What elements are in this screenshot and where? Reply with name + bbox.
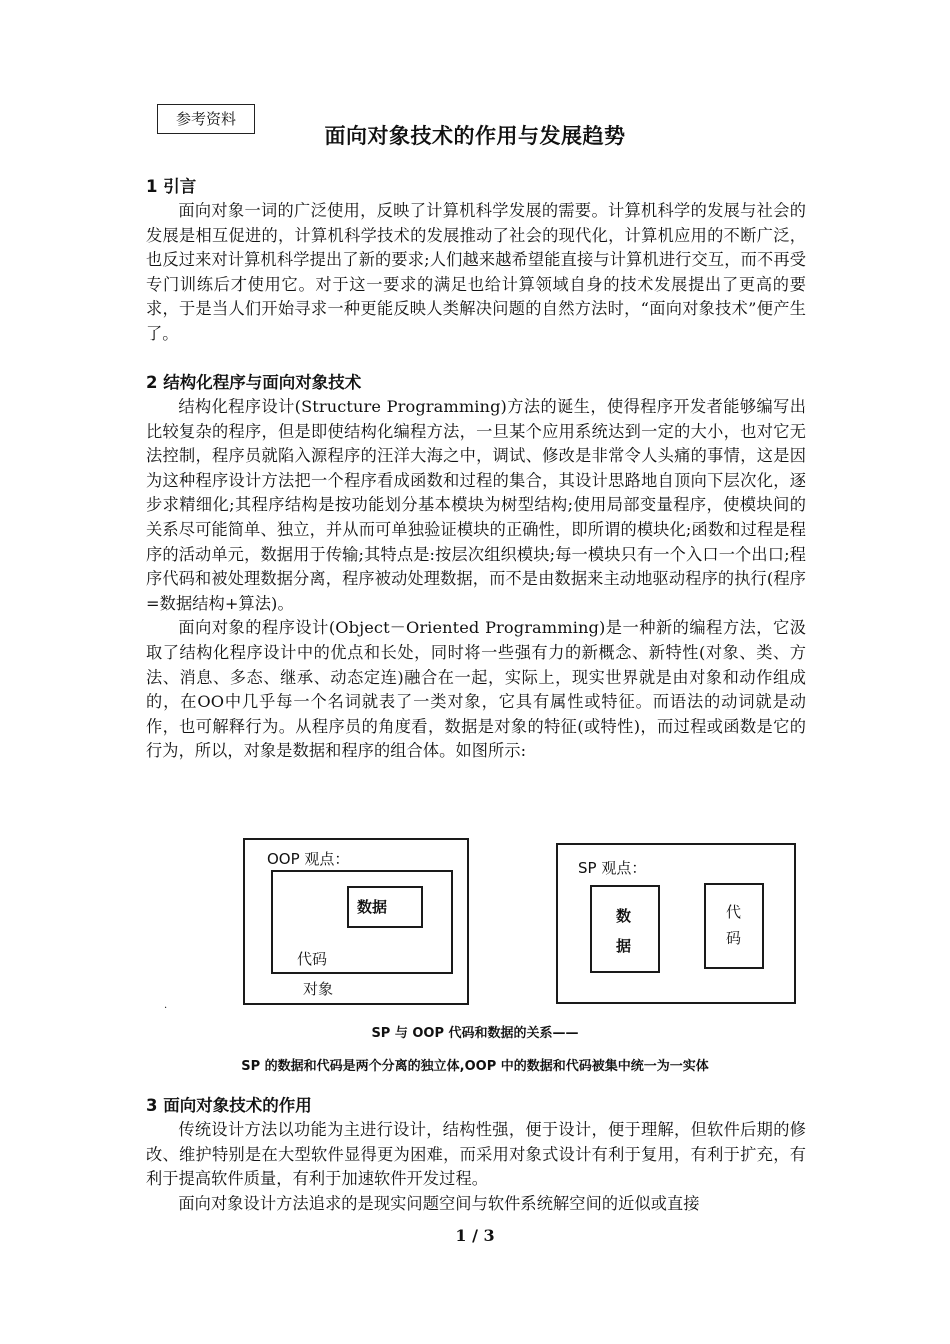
sp-view-diagram xyxy=(556,843,796,1004)
sp-code-label-2: 码 xyxy=(726,929,742,947)
sp-data-label-2: 据 xyxy=(616,937,632,955)
figure-caption-line1: SP 与 OOP 代码和数据的关系—— xyxy=(371,1026,579,1041)
figure-caption-line2: SP 的数据和代码是两个分离的独立体,OOP 中的数据和代码被集中统一为一实体 xyxy=(241,1059,709,1074)
paragraph: 面向对象的程序设计(Object－Oriented Programming)是一种新的编程方法，它汲取了结构化程序设计中的优点和长处，同时将一些强有力的新概念、新特性(对象、类、方法、消息、多态、继承、动态定连)融合在一起，实际上，现实世界就是由对象和动作组成的，在OO中几乎每一个名词就表了一类对象，它具有属性或特征。而语法的动词就是动作，也可解释行为。从程序员的角度看，数据是对象的特征(或特性)，而过程或函数是它的行为，所以，对象是数据和程序的组合体。如图所示: xyxy=(146,618,806,761)
oop-view-diagram xyxy=(243,838,469,1005)
oop-data-box xyxy=(347,886,423,928)
reference-label: 参考资料 xyxy=(157,104,255,134)
paragraph: 面向对象一词的广泛使用，反映了计算机科学发展的需要。计算机科学的发展与社会的发展是相互促进的，计算机科学技术的发展推动了社会的现代化，计算机应用的不断广泛，也反过来对计算机科学提出了新的要求;人们越来越希望能直接与计算机进行交互，而不再受专门训练后才使用它。对于这一要求的满足也给计算领域自身的技术发展提出了更高的要求，于是当人们开始寻求一种更能反映人类解决问题的自然方法时，“面向对象技术”便产生了。 xyxy=(146,201,806,343)
paragraph: 传统设计方法以功能为主进行设计，结构性强，便于设计，便于理解，但软件后期的修改、维护特别是在大型软件显得更为困难，而采用对象式设计有利于复用，有利于扩充，有利于提高软件质量，有利于加速软件开发过程。 xyxy=(146,1120,806,1189)
sp-data-label-1: 数 xyxy=(616,907,632,925)
oop-view-title: OOP 观点： xyxy=(267,850,350,868)
section-heading: 3 面向对象技术的作用 xyxy=(146,1096,312,1115)
oop-code-box xyxy=(271,870,453,974)
section-oo-role xyxy=(146,1094,806,1216)
sp-code-box xyxy=(704,883,764,969)
oop-code-label: 代码 xyxy=(297,950,328,968)
page-number: 1 / 3 xyxy=(455,1226,495,1245)
section-heading: 2 结构化程序与面向对象技术 xyxy=(146,373,362,392)
sp-data-box xyxy=(590,885,660,973)
oop-object-label: 对象 xyxy=(303,980,334,998)
paragraph: 面向对象设计方法追求的是现实问题空间与软件系统解空间的近似或直接 xyxy=(178,1193,700,1213)
section-introduction xyxy=(146,175,806,347)
oop-data-label: 数据 xyxy=(357,898,388,916)
sp-code-label-1: 代 xyxy=(726,903,742,921)
section-structured-vs-oo xyxy=(146,371,806,764)
stray-dot: . xyxy=(164,1000,168,1011)
document-title: 面向对象技术的作用与发展趋势 xyxy=(324,124,626,148)
section-heading: 1 引言 xyxy=(146,177,197,196)
sp-view-title: SP 观点： xyxy=(578,859,647,877)
paragraph: 结构化程序设计(Structure Programming)方法的诞生，使得程序开发者能够编写出比较复杂的程序，但是即使结构化编程方法，一旦某个应用系统达到一定的大小，也对它无法控制，程序员就陷入源程序的汪洋大海之中，调试、修改是非常令人头痛的事情，这是因为这种程序设计方法把一个程序看成函数和过程的集合，其设计思路地自顶向下层次化，逐步求精细化;其程序结构是按功能划分基本模块为树型结构;使用局部变量程序，使模块间的关系尽可能简单、独立，并从而可单独验证模块的正确性，即所谓的模块化;函数和过程是程序的活动单元，数据用于传输;其特点是:按层次组织模块;每一模块只有一个入口一个出口;程序代码和被处理数据分离，程序被动处理数据，而不是由数据来主动地驱动程序的执行(程序=数据结构+算法)。 xyxy=(146,397,806,613)
